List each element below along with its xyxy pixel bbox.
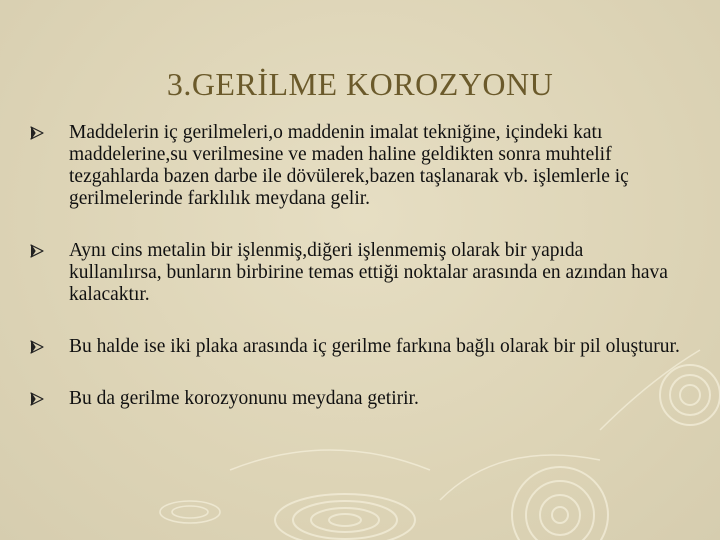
arrowhead-bullet-icon — [30, 340, 44, 354]
bullet-text: Bu da gerilme korozyonunu meydana getirir. — [69, 388, 419, 409]
bullet-text: Aynı cins metalin bir işlenmiş,diğeri işlenmemiş olarak bir yapıda kullanılırsa, bunların birbirine temas ettiği noktalar arasında en azından hava kalacaktır. — [69, 240, 668, 305]
bullet-list — [30, 122, 680, 410]
bullet-item — [30, 336, 680, 358]
bullet-item — [30, 122, 680, 210]
bullet-text: Bu halde ise iki plaka arasında iç gerilme farkına bağlı olarak bir pil oluşturur. — [69, 336, 680, 357]
arrowhead-bullet-icon — [30, 126, 44, 140]
bullet-text: Maddelerin iç gerilmeleri,o maddenin imalat tekniğine, içindeki katı maddelerine,su verilmesine ve maden haline geldikten sonra muhtelif tezgahlarda bazen darbe ile dövülerek,bazen taşlanarak vb. işlemlerle iç gerilmelerinde farklılık meydana gelir. — [69, 122, 629, 209]
bullet-item — [30, 388, 680, 410]
slide-title: 3.GERİLME KOROZYONU — [166, 66, 554, 102]
arrowhead-bullet-icon — [30, 392, 44, 406]
bullet-item — [30, 240, 680, 306]
arrowhead-bullet-icon — [30, 244, 44, 258]
